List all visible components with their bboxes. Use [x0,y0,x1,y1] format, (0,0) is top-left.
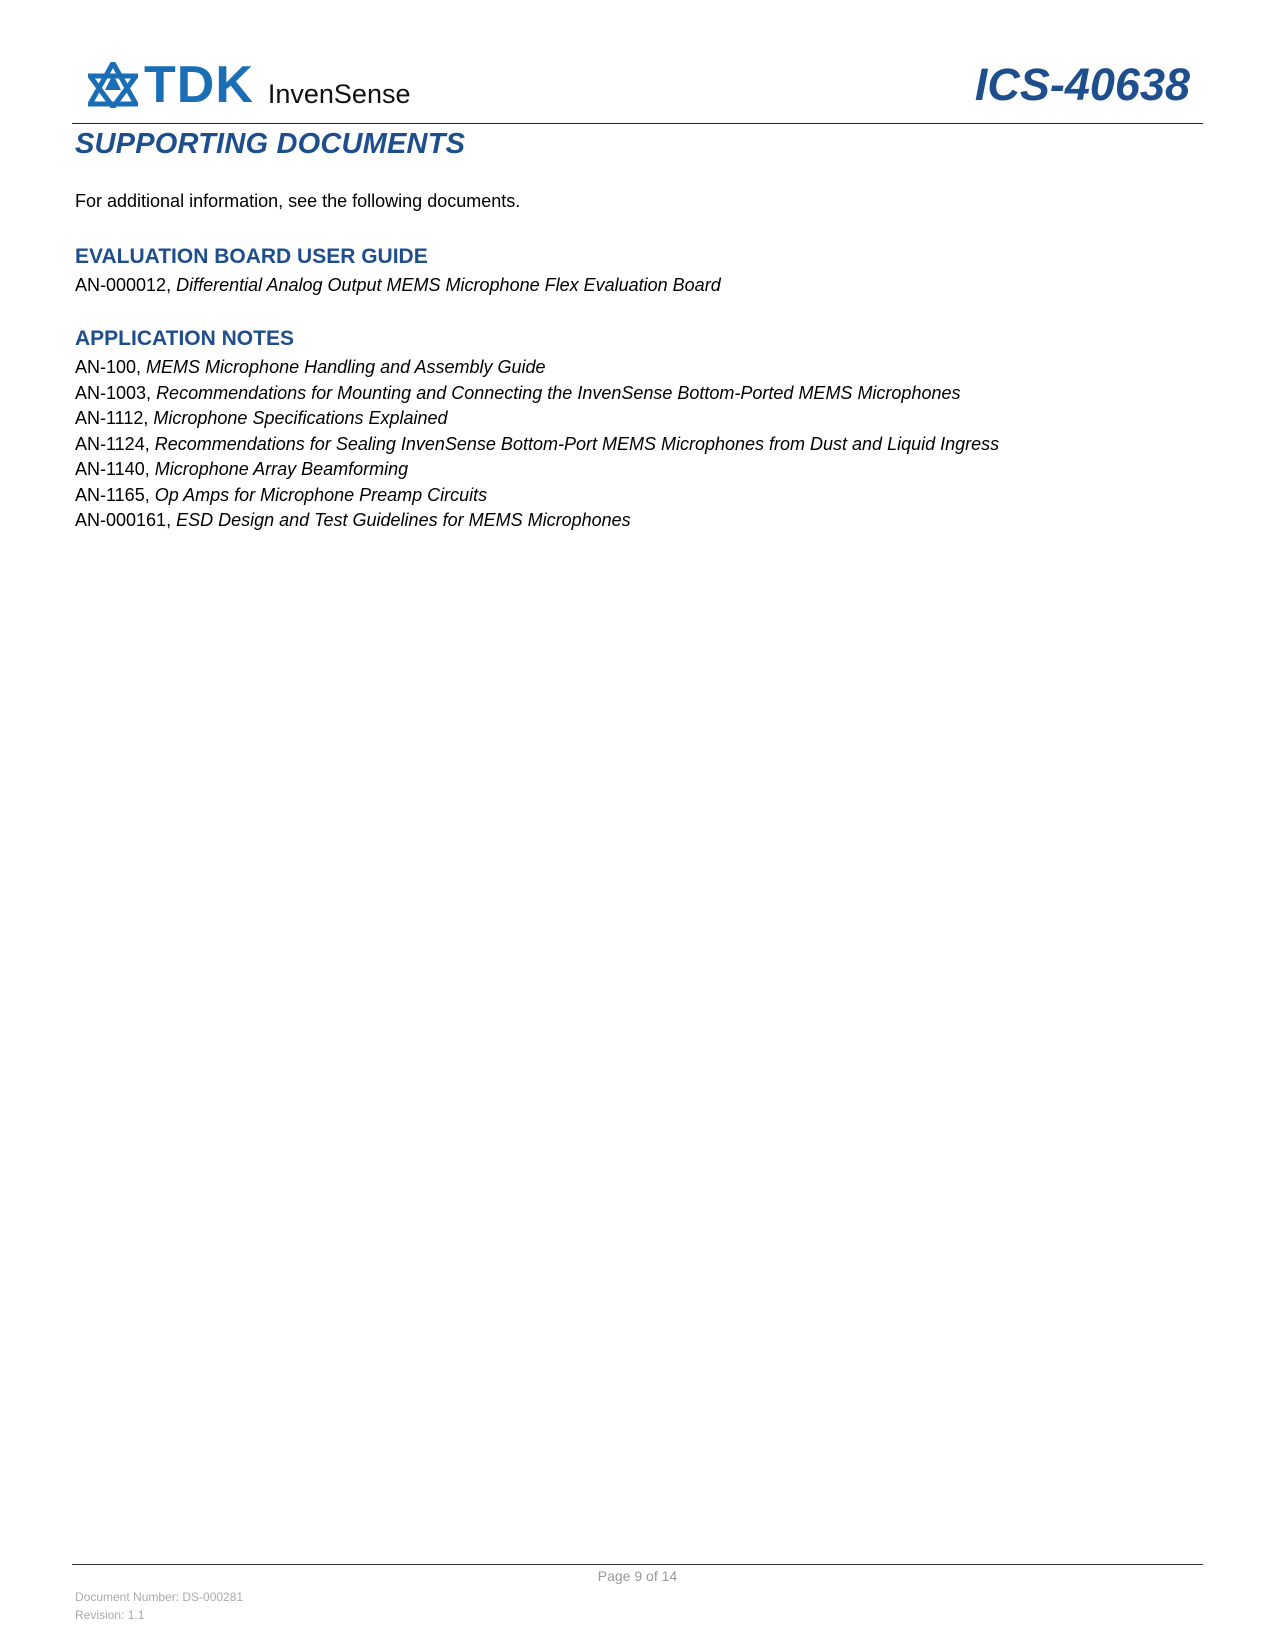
eval-board-list [75,273,721,299]
document-number: Document Number: DS-000281 [75,1590,244,1604]
list-item: AN-1112, Microphone Specifications Explained [75,408,448,428]
doc-title: ESD Design and Test Guidelines for MEMS Microphones [176,510,631,530]
list-item: AN-1165, Op Amps for Microphone Preamp Circuits [75,484,488,505]
list-item: AN-000161, ESD Design and Test Guidelines for MEMS Microphones [75,510,631,530]
list-item: AN-1124, Recommendations for Sealing InvenSense Bottom-Port MEMS Microphones from Dust and Liquid Ingress [75,433,1000,454]
logo-sub-text: InvenSense [267,78,411,109]
doc-code: AN-1003 [75,382,147,403]
app-notes-list [75,355,999,534]
doc-title: Recommendations for Mounting and Connecting the InvenSense Bottom-Ported MEMS Microphones [156,382,961,403]
doc-code: AN-1112 [75,408,144,428]
logo-brand-text: TDK [144,56,254,114]
section-heading-app-notes: APPLICATION NOTES [75,327,294,350]
doc-code: AN-1140 [75,459,145,479]
doc-code: AN-100 [75,357,137,377]
tdk-triangle-logo-icon [88,62,138,108]
list-item: AN-1003, Recommendations for Mounting and Connecting the InvenSense Bottom-Ported MEMS Microphones [75,382,961,403]
doc-title: Op Amps for Microphone Preamp Circuits [154,484,488,505]
list-item: AN-000012, Differential Analog Output MEMS Microphone Flex Evaluation Board [75,275,721,295]
header-divider [72,123,1203,124]
doc-title: Recommendations for Sealing InvenSense Bottom-Port MEMS Microphones from Dust and Liquid Ingress [154,433,1000,454]
doc-code: AN-1165 [75,484,145,505]
footer-divider [72,1564,1203,1565]
part-number: ICS-40638 [974,59,1190,110]
list-item: AN-1140, Microphone Array Beamforming [75,459,409,479]
doc-title: Differential Analog Output MEMS Microphone Flex Evaluation Board [176,275,721,295]
section-heading-eval-board: EVALUATION BOARD USER GUIDE [75,245,428,268]
page-number: Page 9 of 14 [597,1568,678,1584]
doc-title: Microphone Specifications Explained [153,408,448,428]
doc-code: AN-1124 [75,433,145,454]
list-item: AN-100, MEMS Microphone Handling and Assembly Guide [75,357,546,377]
revision-label: Revision: 1.1 [75,1608,145,1622]
doc-code: AN-000161 [75,510,167,530]
company-logo [88,56,411,114]
doc-title: MEMS Microphone Handling and Assembly Guide [146,357,546,377]
intro-text: For additional information, see the following documents. [75,191,521,211]
page-title: SUPPORTING DOCUMENTS [75,128,466,160]
doc-code: AN-000012 [75,275,167,295]
doc-title: Microphone Array Beamforming [154,459,409,479]
